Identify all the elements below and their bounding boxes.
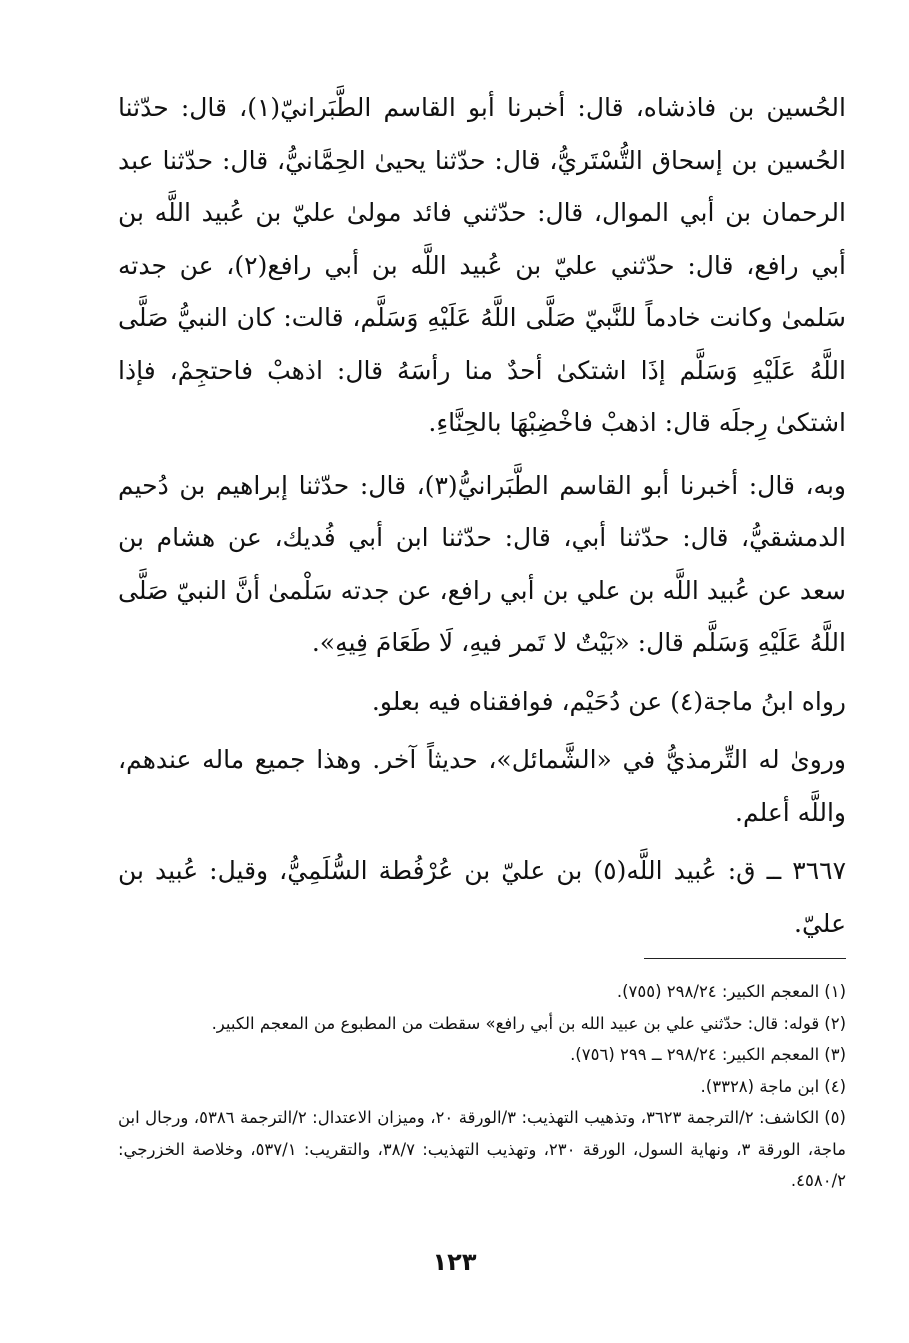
- footnote-number: (٣): [824, 1045, 846, 1064]
- footnote-text: قوله: قال: حدّثني علي بن عبيد الله بن أبي رافع» سقطت من المطبوع من المعجم الكبير.: [211, 1013, 820, 1033]
- paragraph-entry-3667: ٣٦٦٧ ــ ق: عُبيد اللَّه(٥) بن عليّ بن عُرْفُطة السُّلَمِيُّ، وقيل: عُبيد بن عليّ.: [118, 856, 846, 938]
- paragraph-ibn-majah: رواه ابنُ ماجة(٤) عن دُحَيْم، فوافقناه فيه بعلو.: [371, 686, 846, 716]
- footnote-1: [118, 976, 846, 1008]
- footnote-text: المعجم الكبير: ٢٩٨/٢٤ (٧٥٥).: [616, 982, 820, 1001]
- footnote-number: (١): [824, 982, 846, 1001]
- footnote-4: [118, 1071, 846, 1103]
- footnote-3: [118, 1039, 846, 1071]
- main-text: [118, 82, 846, 950]
- footnote-number: (٤): [824, 1076, 846, 1096]
- footnote-text: ابن ماجة (٣٣٢٨).: [700, 1076, 820, 1096]
- footnote-separator: [644, 958, 846, 959]
- page-number: ١٢٣: [432, 1248, 477, 1276]
- paragraph-isnad-1: الحُسين بن فاذشاه، قال: أخبرنا أبو القاسم الطَّبَرانيّ(١)، قال: حدّثنا الحُسين بن إسحاق التُّسْتَريُّ، قال: حدّثنا يحيىٰ الحِمَّانيُّ، قال: حدّثنا عبد الرحمان بن أبي الموال، قال: حدّثني فائد مولىٰ عليّ بن عُبيد اللَّه بن أبي رافع، قال: حدّثني عليّ بن عُبيد اللَّه بن أبي رافع(٢)، عن جدته سَلمىٰ وكانت خادماً للنَّبيّ صَلَّى اللَّهُ عَلَيْهِ وَسَلَّم، قالت: كان النبيُّ صَلَّى اللَّهُ عَلَيْهِ وَسَلَّم إذَا اشتكىٰ أحدٌ منا رأسَهُ قال: اذهبْ فاحتجِمْ، فإذا اشتكىٰ رِجلَه قال: اذهبْ فاخْضِبْهَا بالحِنَّاءِ.: [118, 93, 846, 437]
- footnote-number: (٢): [824, 1013, 846, 1033]
- footnote-2: [118, 1008, 846, 1040]
- footnotes: [118, 976, 846, 1197]
- footnote-text: المعجم الكبير: ٢٩٨/٢٤ ــ ٢٩٩ (٧٥٦).: [570, 1045, 820, 1064]
- paragraph-isnad-2: وبه، قال: أخبرنا أبو القاسم الطَّبَرانيُّ(٣)، قال: حدّثنا إبراهيم بن دُحيم الدمشقيُّ، قال: حدّثنا أبي، قال: حدّثنا ابن أبي فُديك، عن هشام بن سعد عن عُبيد اللَّه بن علي بن أبي رافع، عن جدته سَلْمىٰ أنَّ النبيّ صَلَّى اللَّهُ عَلَيْهِ وَسَلَّم قال: «بَيْتٌ لا تَمر فيهِ، لَا طَعَامَ فِيهِ».: [118, 470, 846, 657]
- footnote-number: (٥): [824, 1108, 846, 1127]
- footnote-text: الكاشف: ٢/الترجمة ٣٦٢٣، وتذهيب التهذيب: ٣/الورقة ٢٠، وميزان الاعتدال: ٢/الترجمة ٥٣٨٦، ورجال ابن ماجة، الورقة ٣، ونهاية السول، الورقة ٢٣٠، وتهذيب التهذيب: ٣٨/٧، والتقريب: ٥٣٧/١، وخلاصة الخزرجي: ٤٥٨٠/٢.: [118, 1108, 846, 1190]
- paragraph-tirmidhi: ورویٰ له التِّرمذيُّ في «الشَّمائل»، حديثاً آخر. وهذا جميع ماله عندهم، واللَّه أعلم.: [118, 745, 846, 827]
- footnote-5: [118, 1102, 846, 1197]
